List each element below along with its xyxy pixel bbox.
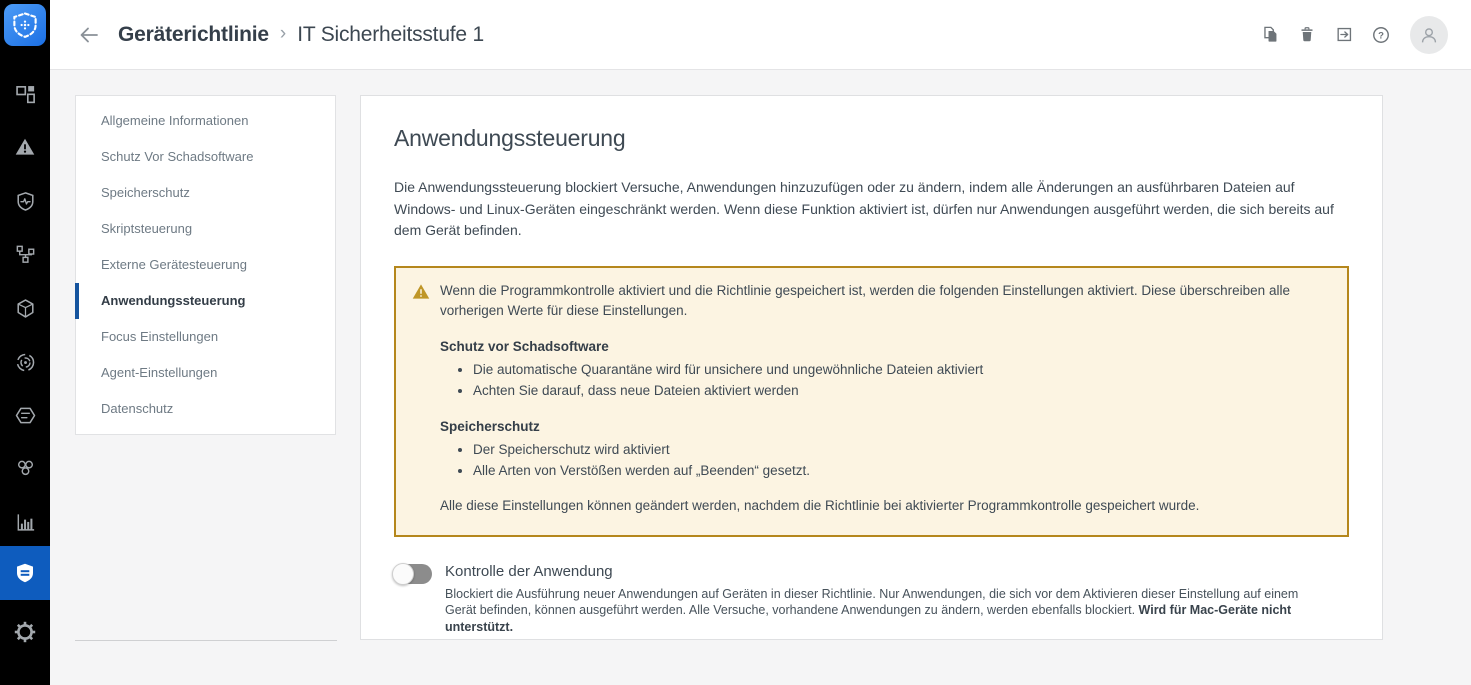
breadcrumb-parent[interactable]: Geräterichtlinie (118, 22, 269, 46)
sidebar-item-devices[interactable] (0, 240, 50, 268)
warning-section-title-speicherschutz: Speicherschutz (440, 418, 540, 434)
user-icon (1418, 24, 1440, 46)
application-control-setting (394, 563, 1349, 636)
nav-item-schutz-vor-schadsoftware[interactable]: Schutz Vor Schadsoftware (101, 149, 254, 164)
shield-pulse-icon (14, 190, 37, 213)
warning-bullet-list (440, 440, 1329, 481)
cube-icon (14, 297, 37, 320)
nav-item-focus-einstellungen[interactable]: Focus Einstellungen (101, 329, 219, 344)
nav-item-externe-geraetesteuerung[interactable]: Externe Gerätesteuerung (101, 257, 247, 272)
delete-policy-button[interactable] (1297, 25, 1317, 45)
topbar (50, 0, 1471, 70)
page-title: IT Sicherheitsstufe 1 (297, 22, 485, 46)
sidebar-item-alerts[interactable] (0, 133, 50, 161)
warning-footer: Alle diese Einstellungen können geändert werden, nachdem die Richtlinie bei aktivierter Programmkontrolle gespeichert wurde. (440, 497, 1200, 513)
policy-section-nav (75, 95, 336, 435)
nav-item-anwendungssteuerung[interactable]: Anwendungssteuerung (76, 283, 335, 319)
sidebar-item-assets[interactable] (0, 294, 50, 322)
shield-policy-icon (13, 561, 37, 585)
sidebar-item-reports[interactable] (0, 508, 50, 536)
copy-icon (1261, 25, 1280, 44)
warning-bullet-list (440, 360, 1329, 401)
nav-item-datenschutz[interactable]: Datenschutz (101, 401, 174, 416)
toggle-body (445, 563, 1317, 636)
nav-item-allgemeine-informationen[interactable]: Allgemeine Informationen (101, 113, 249, 128)
sidebar-item-policies[interactable] (0, 546, 50, 600)
topbar-actions (1260, 16, 1448, 54)
warning-section-title-schadsoftware: Schutz vor Schadsoftware (440, 338, 609, 354)
sidebar-item-integrations[interactable] (0, 453, 50, 481)
dashboard-icon (14, 83, 37, 106)
toggle-description-text: Blockiert die Ausführung neuer Anwendungen auf Geräten in dieser Richtlinie. Nur Anwendungen, die sich vor dem Aktivieren dieser Einstellung auf einem Gerät befinden, können ausgeführt werden. Alle Versuche, vorhandene Anwendungen zu ändern, werden ebenfalls blockiert. (445, 586, 1299, 617)
alert-triangle-icon (13, 135, 37, 159)
nav-bottom-divider (75, 640, 337, 641)
breadcrumb (118, 23, 484, 47)
help-button[interactable] (1371, 25, 1391, 45)
arrow-left-icon (77, 23, 101, 47)
application-control-toggle[interactable] (394, 564, 432, 584)
svg-text:?: ? (1378, 29, 1384, 41)
section-description: Die Anwendungssteuerung blockiert Versuche, Anwendungen hinzuzufügen oder zu ändern, indem alle Änderungen an ausführbaren Dateien auf Windows- und Linux-Geräten eingeschränkt werden. Wenn diese Funktion aktiviert ist, dürfen nur Anwendungen ausgeführt werden, die sich bereits auf dem Gerät befinden. (394, 179, 1334, 238)
three-circles-icon (14, 456, 37, 479)
warning-bullet: • Die automatische Quarantäne wird für unsichere und ungewöhnliche Dateien aktiviert (473, 360, 1329, 380)
export-arrow-icon (1335, 25, 1354, 44)
sidebar-item-optics[interactable] (0, 401, 50, 429)
app-rail (0, 0, 50, 685)
copy-policy-button[interactable] (1260, 25, 1280, 45)
warning-intro: Wenn die Programmkontrolle aktiviert und die Richtlinie gespeichert ist, werden die folgenden Einstellungen aktiviert. Diese überschreiben alle vorherigen Werte für diese Einstellungen. (440, 282, 1290, 318)
warning-bullet: • Alle Arten von Verstößen werden auf „Beenden“ gesetzt. (473, 461, 1329, 481)
warning-bullet: • Der Speicherschutz wird aktiviert (473, 440, 1329, 460)
hexagon-lines-icon (14, 404, 37, 427)
help-icon (1371, 25, 1391, 45)
app-logo[interactable] (4, 4, 46, 46)
export-button[interactable] (1334, 25, 1354, 45)
toggle-description-bold: Wird für Mac-Geräte nicht unterstützt. (445, 603, 1292, 634)
avatar[interactable] (1410, 16, 1448, 54)
warning-banner (394, 266, 1349, 537)
target-circles-icon (14, 351, 37, 374)
content-card (360, 95, 1383, 640)
toggle-label: Kontrolle der Anwendung (445, 562, 613, 580)
toggle-knob (392, 563, 414, 585)
gear-icon (13, 620, 37, 644)
sidebar-item-dashboard[interactable] (0, 80, 50, 108)
bar-chart-icon (14, 511, 37, 534)
warning-triangle-icon (412, 283, 430, 300)
nav-item-agent-einstellungen[interactable]: Agent-Einstellungen (101, 365, 218, 380)
warning-bullet: • Achten Sie darauf, dass neue Dateien aktiviert werden (473, 381, 1329, 401)
sidebar-item-protection[interactable] (0, 187, 50, 215)
shield-crosshair-logo-icon (10, 10, 40, 40)
sidebar-item-focus[interactable] (0, 348, 50, 376)
breadcrumb-separator: › (279, 22, 287, 44)
back-button[interactable] (76, 22, 102, 48)
section-title: Anwendungssteuerung (394, 125, 626, 151)
trash-icon (1298, 25, 1316, 44)
nav-item-speicherschutz[interactable]: Speicherschutz (101, 185, 190, 200)
toggle-description (445, 586, 1317, 636)
device-tree-icon (14, 243, 37, 266)
sidebar-item-settings[interactable] (0, 618, 50, 646)
nav-item-skriptsteuerung[interactable]: Skriptsteuerung (101, 221, 193, 236)
